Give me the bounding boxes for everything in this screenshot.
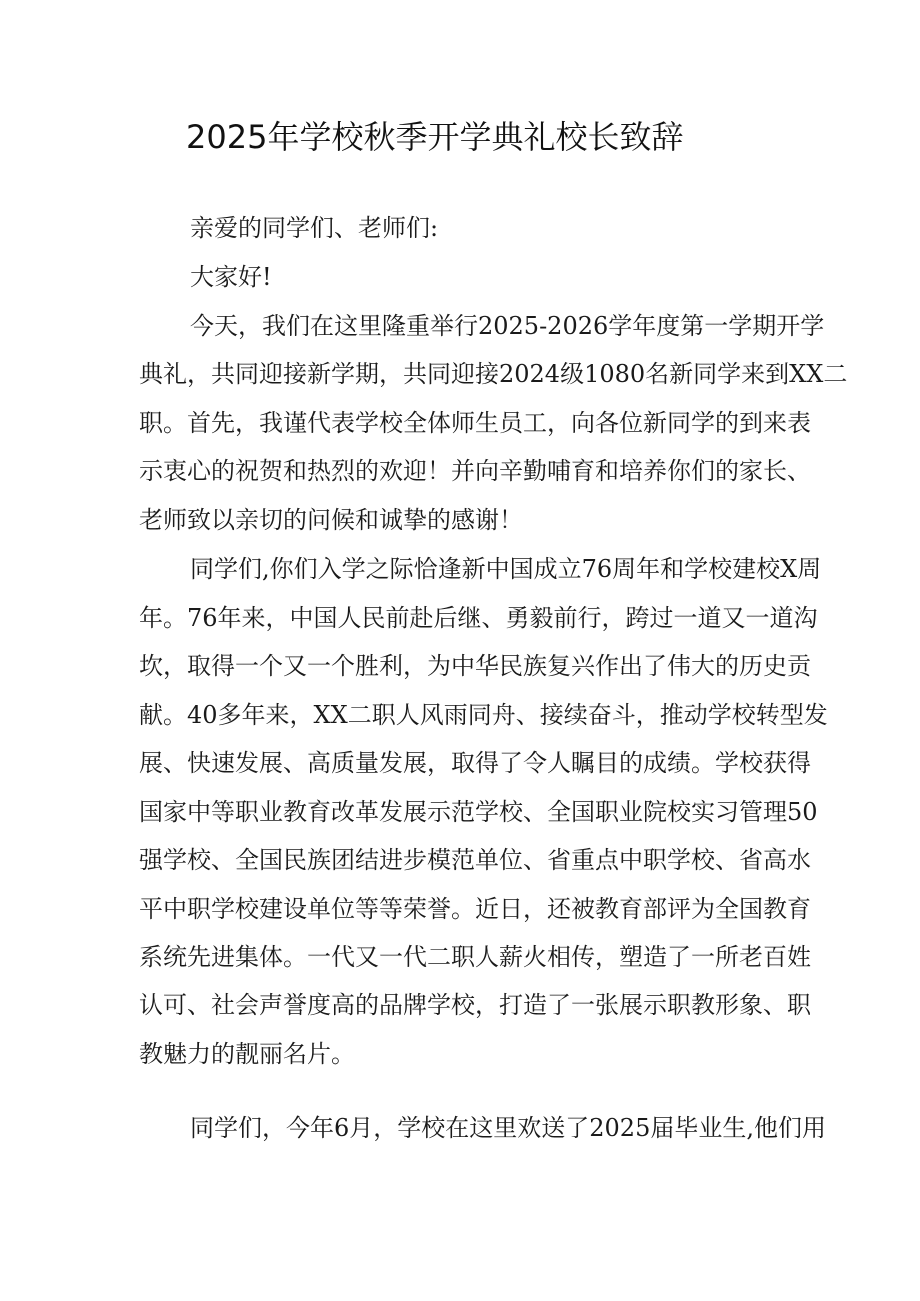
paragraph-2-line: 同学们,你们入学之际恰逢新中国成立76周年和学校建校X周 — [190, 555, 822, 583]
paragraph-1-line: 职。首先，我谨代表学校全体师生员工，向各位新同学的到来表 — [139, 409, 811, 437]
paragraph-2-line: 平中职学校建设单位等等荣誉。近日，还被教育部评为全国教育 — [139, 895, 811, 923]
paragraph-1-line: 老师致以亲切的问候和诚挚的感谢！ — [139, 506, 523, 534]
paragraph-2-line: 教魅力的靓丽名片。 — [139, 1040, 355, 1068]
paragraph-2-line: 展、快速发展、高质量发展，取得了令人瞩目的成绩。学校获得 — [139, 749, 811, 777]
paragraph-2-line: 认可、社会声誉度高的品牌学校，打造了一张展示职教形象、职 — [139, 991, 811, 1019]
greeting: 亲爱的同学们、老师们: — [190, 214, 439, 242]
paragraph-2-line: 坎，取得一个又一个胜利，为中华民族复兴作出了伟大的历史贡 — [139, 652, 811, 680]
paragraph-1-line: 示衷心的祝贺和热烈的欢迎！并向辛勤哺育和培养你们的家长、 — [139, 457, 811, 485]
paragraph-2-line: 献。40多年来，XX二职人风雨同舟、接续奋斗，推动学校转型发 — [139, 701, 828, 729]
paragraph-2-line: 国家中等职业教育改革发展示范学校、全国职业院校实习管理50 — [139, 798, 818, 826]
paragraph-3-line: 同学们，今年6月，学校在这里欢送了2025届毕业生,他们用 — [190, 1114, 826, 1142]
paragraph-1-line: 今天，我们在这里隆重举行2025-2026学年度第一学期开学 — [190, 312, 825, 340]
paragraph-1-line: 典礼，共同迎接新学期，共同迎接2024级1080名新同学来到XX二 — [139, 360, 848, 388]
paragraph-2-line: 强学校、全国民族团结进步模范单位、省重点中职学校、省高水 — [139, 846, 811, 874]
paragraph-2-line: 年。76年来，中国人民前赴后继、勇毅前行，跨过一道又一道沟 — [139, 604, 818, 632]
paragraph-2-line: 系统先进集体。一代又一代二职人薪火相传，塑造了一所老百姓 — [139, 943, 811, 971]
hello: 大家好! — [190, 263, 272, 291]
document-title: 2025年学校秋季开学典礼校长致辞 — [186, 118, 684, 156]
